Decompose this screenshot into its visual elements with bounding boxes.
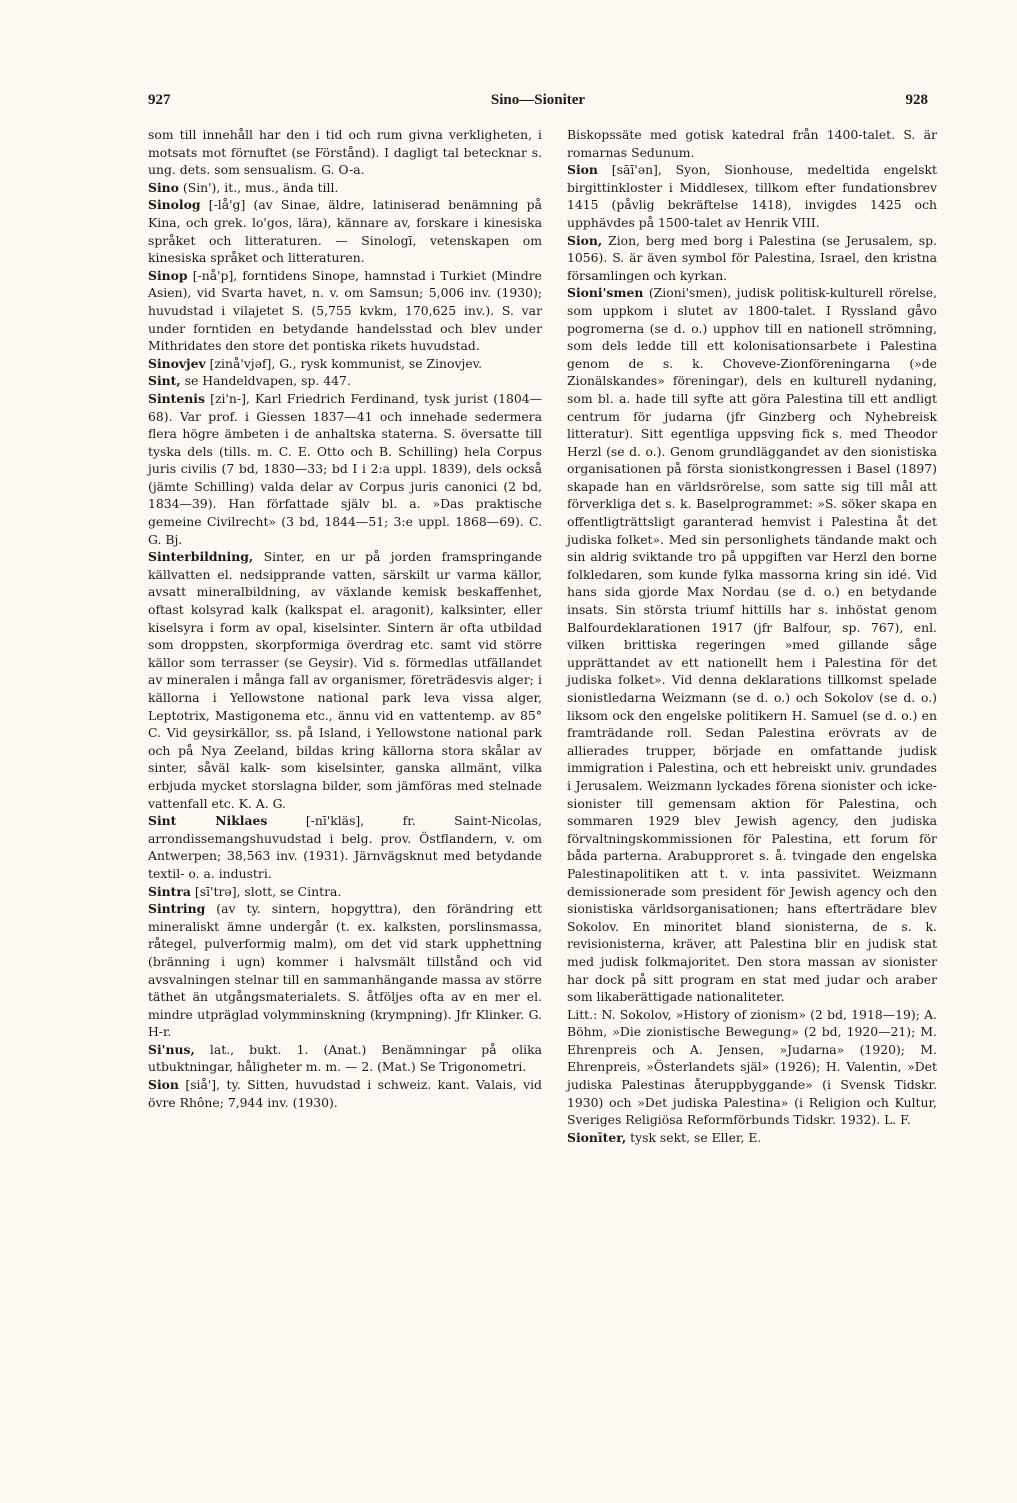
entry-headword: Sioni'smen xyxy=(567,285,644,301)
entry-text: [-nå'p], forntidens Sinope, hamnstad i Turkiet (Mindre Asien), vid Svarta havet, n. v. om Samsun; 5,006 inv. (1930); huvudstad i vilajetet S. (5,755 kvkm, 170,625 inv.). S. var under forntiden en betydande handelsstad och blev under Mithridates den store det pontiska rikets huvudstad. xyxy=(148,267,542,354)
entry-headword: Sionīter, xyxy=(567,1129,627,1145)
entry-text: [zi'n-], Karl Friedrich Ferdinand, tysk jurist (1804—68). Var prof. i Giessen 1837—41 och innehade sedermera flera högre ämbeten i de anhaltska staterna. S. översatte till tyska dels (tills. m. C. E. Otto och B. Schilling) hela Corpus juris civilis (7 bd, 1830—33; bd I i 2:a uppl. 1839), dels också (jämte Schilling) valda delar av Corpus juris canonici (2 bd, 1834—39). Han författade själv bl. a. »Das praktische gemeine Civilrecht» (3 bd, 1844—51; 3:e uppl. 1868—69). C. G. Bj. xyxy=(148,390,542,547)
entry xyxy=(567,232,937,285)
entry xyxy=(148,1076,542,1111)
entry-text: [zinå'vjəf], G., rysk kommunist, se Zinovjev. xyxy=(209,355,483,371)
entry xyxy=(148,883,542,901)
entry xyxy=(148,196,542,266)
entry-text: [sī'trə], slott, se Cintra. xyxy=(194,883,342,899)
entry-headword: Sion xyxy=(148,1077,179,1093)
entry-text: se Handeldvapen, sp. 447. xyxy=(184,373,351,389)
entry xyxy=(148,126,542,179)
entry xyxy=(148,548,542,812)
left-column xyxy=(148,126,542,1111)
entry xyxy=(567,161,937,231)
entry xyxy=(148,267,542,355)
entry xyxy=(148,1041,542,1076)
entry-text: [-nī'kläs], fr. Saint-Nicolas, arrondissemangshuvudstad i belg. prov. Östflandern, v. om Antwerpen; 38,563 inv. (1931). Järnvägsknut med betydande textil- o. a. industri. xyxy=(148,813,542,881)
entry-text: Sinter, en ur på jorden framspringande källvatten el. nedsipprande vatten, särskilt ur varma källor, avsatt mineralbildning, av växlande kemisk beskaffenhet, oftast kolsyrad kalk (kalkspat el. aragonit), kalksinter, eller kiselsyra i form av opal, kiselsinter. Sintern är ofta utbildad som droppsten, skorpformiga överdrag etc. samt vid större källor som terrasser (se Geysir). Vid s. förmedlas utfällandet av mineralen i många fall av organismer, företrädesvis alger; i källorna i Yellowstone national park leva vissa alger, Leptotrix, Mastigonema etc., ännu vid en vattentemp. av 85° C. Vid geysirkällor, ss. på Island, i Yellowstone national park och på Nya Zeeland, bildas kring källorna stora skålar av sinter, såväl kalk- som kiselsinter, ganska allmänt, vilka erbjuda mycket storslagna bilder, som jämföras med stelnade vattenfall etc. K. A. G. xyxy=(148,549,542,811)
entry-headword: Sintenis xyxy=(148,390,205,406)
entry xyxy=(567,126,937,161)
entry xyxy=(567,1006,937,1129)
entry xyxy=(148,372,542,390)
page-number-right: 928 xyxy=(905,92,928,108)
entry xyxy=(148,812,542,882)
entry-text: tysk sekt, se Eller, E. xyxy=(630,1129,762,1145)
entry-headword: Sino xyxy=(148,179,179,195)
entry-headword: Sintra xyxy=(148,883,191,899)
entry-headword: Sinterbildning, xyxy=(148,549,254,565)
entry xyxy=(148,179,542,197)
entry xyxy=(148,390,542,548)
entry-text: [sāī'ən], Syon, Sionhouse, medeltida engelskt birgittinkloster i Middlesex, tillkom efter fundationsbrev 1415 (påvlig bekräftelse 1418), invigdes 1425 och upphävdes på 1500-talet av Henrik VIII. xyxy=(567,162,937,230)
entry-text: (av ty. sintern, hopgyttra), den förändring ett mineraliskt ämne undergår (t. ex. kalksten, porslinsmassa, råtegel, pulverformig malm), om det vid stark upphettning (bränning i ugn) kommer i halvsmält tillstånd och vid avsvalningen stelnar till en sammanhängande massa av större täthet än utgångsmaterialets. S. åtföljes ofta av en mer el. mindre utpräglad volymminskning (krympning). Jfr Klinker. G. H-r. xyxy=(148,901,542,1040)
entry-headword: Sint, xyxy=(148,373,181,389)
entry-text: Biskopssäte med gotisk katedral från 1400-talet. S. är romarnas Sedunum. xyxy=(567,127,937,160)
entry-headword: Sinolog xyxy=(148,197,201,213)
entry-text: (Zioni'smen), judisk politisk-kulturell rörelse, som uppkom i slutet av 1800-talet. I Ryssland gåvo pogromerna (se d. o.) upphov till en nationell strömning, som dels ledde till ett kolonisationsarbete i Palestina genom de s. k. Choveve-Zionföreningarna (»de Zionälskandes» föreningar), dels en kulturell nydaning, som bl. a. hade till syfte att göra Palestina till ett andligt centrum för judarna (jfr Ginzberg och Nyhebreisk litteratur). Sitt egentliga uppsving fick s. med Theodor Herzl (se d. o.). Genom grundläggandet av den sionistiska organisationen på första sionistkongressen i Basel (1897) skapade han en världsrörelse, som satte sig till mål att förverkliga det s. k. Baselprogrammet: »S. söker skapa en offentligträttsligt garanterad hemvist i Palestina åt det judiska folket». Med sin personlighets tändande makt och sin aldrig sviktande tro på uppgiften var Herzl den borne folkledaren, som kunde fylka massorna kring sin idé. Vid hans sida gjorde Max Nordau (se d. o.) en betydande insats. Sin största triumf hittills har s. inhöstat genom Balfourdeklarationen 1917 (jfr Balfour, sp. 767), enl. vilken brittiska regeringen »med gillande såge upprättandet av ett nationellt hem i Palestina för det judiska folket». Vid denna deklarations tillkomst spelade sionistledarna Weizmann (se d. o.) och Sokolov (se d. o.) liksom ock den engelske politikern H. Samuel (se d. o.) en framträdande roll. Sedan Palestina erövrats av de allierades trupper, började en omfattande judisk immigration i Palestina, och ett hebreiskt univ. grundades i Jerusalem. Weizmann lyckades förena sionister och icke-sionister till gemensam aktion för Palestina, och sommaren 1929 blev Jewish agency, den judiska förvaltningskommissionen för Palestina, ett forum för båda parterna. Arabupproret s. å. tvingade den engelska Palestinapolitiken att t. v. inta passivitet. Weizmann demissionerade som president för Jewish agency och den sionistiska världsorganisationen; hans efterträdare blev Sokolov. En minoritet bland sionisterna, de s. k. revisionisterna, kräver, att Palestina blir en judisk stat med judisk folkmajoritet. Den stora massan av sionister har dock på sitt program en stat med judar och araber som likaberättigade nationaliteter. xyxy=(567,285,937,1005)
entry-headword: Sintring xyxy=(148,901,206,917)
running-title: Sino—Sioniter xyxy=(490,92,586,108)
entry-text: lat., bukt. 1. (Anat.) Benämningar på olika utbuktningar, håligheter m. m. — 2. (Mat.) Se Trigonometri. xyxy=(148,1041,542,1075)
entry-headword: Sion, xyxy=(567,232,603,248)
entry xyxy=(567,284,937,1005)
entry-headword: Sint Niklaes xyxy=(148,813,268,829)
entry xyxy=(148,355,542,373)
entry-headword: Si'nus, xyxy=(148,1041,195,1057)
entry-text: Litt.: N. Sokolov, »History of zionism» (2 bd, 1918—19); A. Böhm, »Die zionistische Bewegung» (2 bd, 1920—21); M. Ehrenpreis och A. Jensen, »Judarna» (1920); M. Ehrenpreis, »Österlandets själ» (1926); H. Valentin, »Det judiska Palestinas återuppbyggande» (i Svensk Tidskr. 1930) och »Det judiska Palestina» (i Religion och Kultur, Sveriges Religiösa Reformförbunds Tidskr. 1932). L. F. xyxy=(567,1006,937,1128)
entry-text: (Sin'), it., mus., ända till. xyxy=(182,179,339,195)
entry-text: [siå'], ty. Sitten, huvudstad i schweiz. kant. Valais, vid övre Rhône; 7,944 inv. (1930). xyxy=(148,1077,542,1110)
entry xyxy=(148,900,542,1041)
page-header xyxy=(148,92,928,112)
entry-headword: Sinovjev xyxy=(148,355,206,371)
entry-text: Zion, berg med borg i Palestina (se Jerusalem, sp. 1056). S. är även symbol för Palestina, Israel, den kristna församlingen och kyrkan. xyxy=(567,232,937,283)
page-number-left: 927 xyxy=(148,92,171,108)
entry xyxy=(567,1129,937,1147)
entry-text: som till innehåll har den i tid och rum givna verkligheten, i motsats mot förnuftet (se Förstånd). I dagligt tal betecknar s. ung. dets. som sensualism. G. O-a. xyxy=(148,127,542,178)
entry-headword: Sinop xyxy=(148,267,188,283)
entry-text: [-lå'g] (av Sinae, äldre, latiniserad benämning på Kina, och grek. lo'gos, lära), kännare av, forskare i kinesiska språket och litteraturen. — Sinologī, vetenskapen om kinesiska språket och litteraturen. xyxy=(148,197,542,266)
right-column xyxy=(567,126,937,1146)
entry-headword: Sion xyxy=(567,162,598,178)
